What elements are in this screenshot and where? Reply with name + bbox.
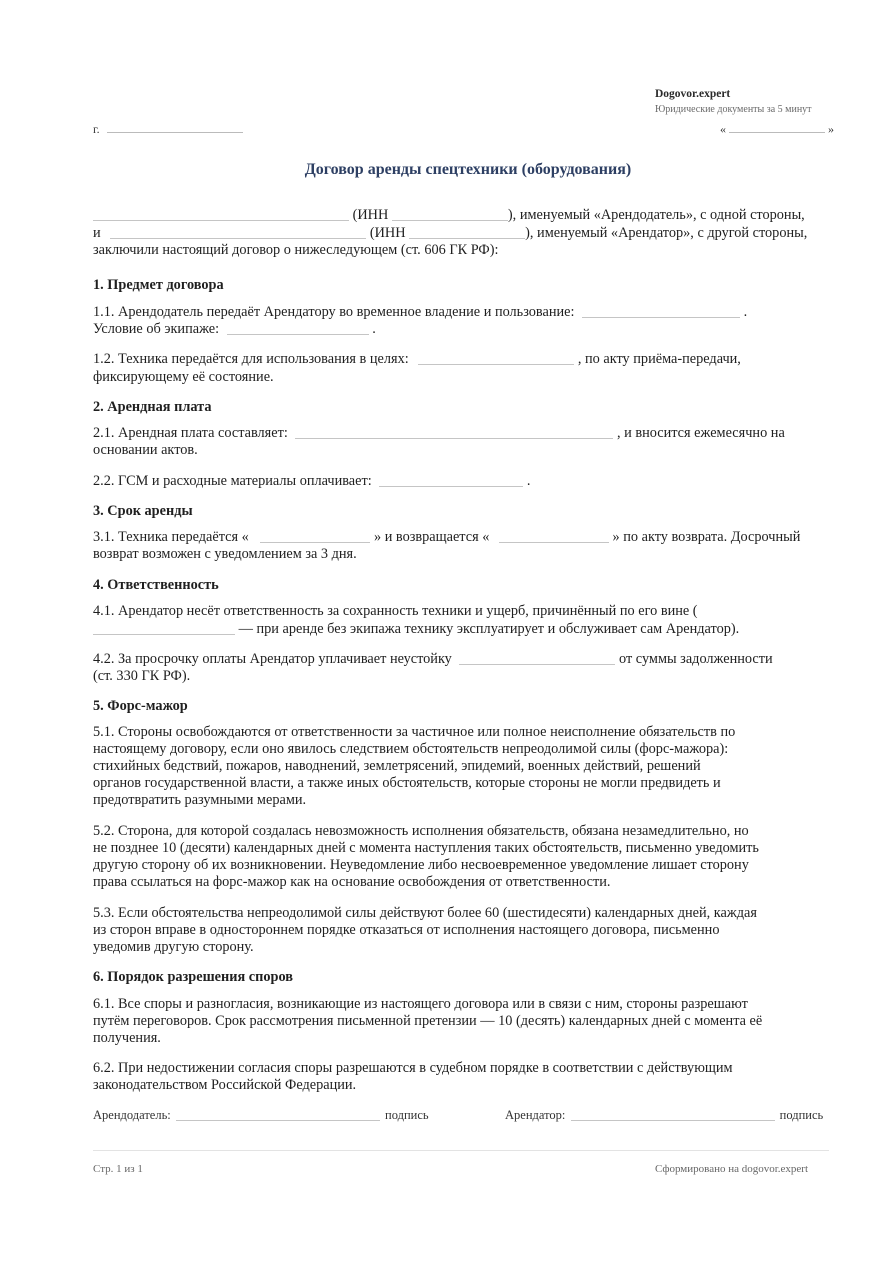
clause-5-1: [93, 724, 869, 809]
clause-5-1-line: стихийных бедствий, пожаров, наводнений, землетрясений, эпидемий, военных действий, решений: [93, 758, 701, 774]
equipment-blank[interactable]: [582, 304, 740, 318]
clause-4-2-line-1: [93, 651, 869, 668]
clause-5-1-line: предотвратить разумными мерами.: [93, 792, 307, 808]
generated-by: Сформировано на dogovor.expert: [655, 1163, 809, 1175]
lessee-signature-blank[interactable]: [571, 1107, 775, 1121]
lessee-inn-label: (ИНН: [369, 225, 406, 241]
clause-1-2-text: 1.2. Техника передаётся для использования в целях:: [93, 351, 409, 367]
clause-6-1-line: путём переговоров. Срок рассмотрения письменной претензии — 10 (десять) календарных дней с момента её: [93, 1013, 763, 1029]
lessor-signature-blank[interactable]: [176, 1107, 380, 1121]
clause-1-2-text-b: , по акту приёма-передачи,: [577, 351, 741, 367]
lessee-signature-label: Арендатор:: [505, 1108, 566, 1122]
rent-amount-blank[interactable]: [295, 425, 613, 439]
clause-5-1-line: настоящему договору, если оно явилось следствием обстоятельств непреодолимой силы (форс-мажора):: [93, 741, 729, 757]
parties-line-1: [93, 207, 869, 224]
section-4-heading: 4. Ответственность: [93, 577, 219, 593]
clause-3-1-text-c: » по акту возврата. Досрочный: [612, 529, 801, 545]
city-blank[interactable]: [107, 120, 243, 133]
lessor-sign-caption: подпись: [385, 1108, 429, 1122]
date-blank[interactable]: [729, 120, 825, 133]
clause-6-1-line: 6.1. Все споры и разногласия, возникающие из настоящего договора или в связи с ним, стороны разрешают: [93, 996, 748, 1012]
lessee-name-blank[interactable]: [110, 225, 366, 239]
clause-1-1-line-2: [93, 321, 869, 338]
crew-condition-blank[interactable]: [227, 321, 369, 335]
city-prefix: г.: [93, 122, 100, 136]
clause-6-1-line: получения.: [93, 1030, 161, 1046]
penalty-blank[interactable]: [459, 651, 615, 665]
parties-line-2-text: ), именуемый «Арендатор», с другой стороны,: [525, 225, 808, 241]
clause-1-2-line-1: [93, 351, 869, 368]
start-date-blank[interactable]: [260, 529, 370, 543]
clause-2-1-line-2: основании актов.: [93, 442, 198, 458]
clause-2-1-line-1: [93, 425, 869, 442]
lessor-name-blank[interactable]: [93, 207, 349, 221]
clause-3-1-text-b: » и возвращается «: [373, 529, 490, 545]
clause-2-1-text-b: , и вносится ежемесячно на: [616, 425, 785, 441]
fuel-payer-blank[interactable]: [379, 473, 523, 487]
purpose-blank[interactable]: [418, 351, 574, 365]
clause-1-1-line-1: [93, 304, 869, 321]
lessee-inn-blank[interactable]: [409, 225, 525, 239]
lessee-sign-caption: подпись: [779, 1108, 824, 1122]
clause-6-2-line: 6.2. При недостижении согласия споры разрешаются в судебном порядке в соответствии с действующим: [93, 1060, 733, 1076]
brand-tagline: Юридические документы за 5 минут: [655, 104, 812, 115]
lessor-signature-label: Арендодатель:: [93, 1108, 171, 1122]
clause-6-2: [93, 1060, 869, 1094]
date-close-quote: »: [828, 122, 834, 136]
lessee-signature: [505, 1107, 823, 1123]
parties-line-3: заключили настоящий договор о нижеследующем (ст. 606 ГК РФ):: [93, 242, 499, 258]
clause-1-1-text: 1.1. Арендодатель передаёт Арендатору во временное владение и пользование:: [93, 304, 575, 320]
section-1-heading: 1. Предмет договора: [93, 277, 224, 293]
clause-4-1-text-b: — при аренде без экипажа технику эксплуатирует и обслуживает сам Арендатор).: [238, 621, 740, 637]
clause-1-1-dot: .: [743, 304, 748, 320]
clause-5-1-line: 5.1. Стороны освобождаются от ответственности за частичное или полное неисполнение обязательств по: [93, 724, 736, 740]
parties-and: и: [93, 225, 101, 241]
clause-3-1-text: 3.1. Техника передаётся «: [93, 529, 249, 545]
clause-1-1-dot-2: .: [372, 321, 376, 337]
city-line: [93, 120, 243, 137]
date-open-quote: «: [720, 122, 726, 136]
end-date-blank[interactable]: [499, 529, 609, 543]
clause-5-1-line: органов государственной власти, а также иных обстоятельств, которые стороны не могли предвидеть и: [93, 775, 721, 791]
clause-5-3-line: уведомив другую сторону.: [93, 939, 254, 955]
section-3-heading: 3. Срок аренды: [93, 503, 193, 519]
clause-4-2-text: 4.2. За просрочку оплаты Арендатор уплачивает неустойку: [93, 651, 452, 667]
clause-5-3-line: 5.3. Если обстоятельства непреодолимой силы действуют более 60 (шестидесяти) календарных дней, каждая: [93, 905, 757, 921]
clause-5-2-line: права ссылаться на форс-мажор как на основание освобождения от ответственности.: [93, 874, 611, 890]
page-number: Стр. 1 из 1: [93, 1163, 143, 1175]
clause-2-2-dot: .: [526, 473, 531, 489]
document-title: Договор аренды спецтехники (оборудования): [304, 161, 632, 178]
clause-3-1-line-2: возврат возможен с уведомлением за 3 дня.: [93, 546, 357, 562]
parties-line-2: [93, 225, 869, 242]
parties-line-1-text: ), именуемый «Арендодатель», с одной стороны,: [507, 207, 805, 223]
clause-5-2-line: не позднее 10 (десяти) календарных дней с момента наступления таких обстоятельств, письменно уведомить: [93, 840, 759, 856]
clause-5-3: [93, 905, 869, 956]
clause-4-2-line-2: (ст. 330 ГК РФ).: [93, 668, 191, 684]
clause-2-2-text: 2.2. ГСМ и расходные материалы оплачивает:: [93, 473, 372, 489]
clause-5-2-line: 5.2. Сторона, для которой создалась невозможность исполнения обязательств, обязана незамедлительно, но: [93, 823, 749, 839]
date-line: [720, 120, 834, 137]
lessor-inn-label: (ИНН: [352, 207, 389, 223]
clause-6-1: [93, 996, 869, 1047]
clause-4-2-text-b: от суммы задолженности: [619, 651, 773, 667]
brand-name: Dogovor.expert: [655, 88, 731, 100]
section-2-heading: 2. Арендная плата: [93, 399, 212, 415]
lessor-inn-blank[interactable]: [392, 207, 508, 221]
crew-condition-label: Условие об экипаже:: [93, 321, 220, 337]
footer-divider: [93, 1150, 829, 1151]
clause-4-1-line-1: 4.1. Арендатор несёт ответственность за сохранность техники и ущерб, причинённый по его вине (: [93, 603, 698, 619]
clause-6-2-line: законодательством Российской Федерации.: [93, 1077, 357, 1093]
clause-1-2-line-2: фиксирующему её состояние.: [93, 369, 274, 385]
section-6-heading: 6. Порядок разрешения споров: [93, 969, 293, 985]
clause-3-1-line-1: [93, 529, 869, 546]
clause-2-2: [93, 473, 869, 490]
clause-5-3-line: из сторон вправе в одностороннем порядке отказаться от исполнения настоящего договора, письменно: [93, 922, 720, 938]
section-5-heading: 5. Форс-мажор: [93, 698, 188, 714]
clause-5-2-line: другую сторону об их возникновении. Неуведомление либо несвоевременное уведомление лишает сторону: [93, 857, 749, 873]
clause-5-2: [93, 823, 869, 891]
clause-4-1-line-2: [93, 621, 869, 638]
liability-blank[interactable]: [93, 621, 235, 635]
clause-2-1-text: 2.1. Арендная плата составляет:: [93, 425, 288, 441]
lessor-signature: [93, 1107, 429, 1123]
